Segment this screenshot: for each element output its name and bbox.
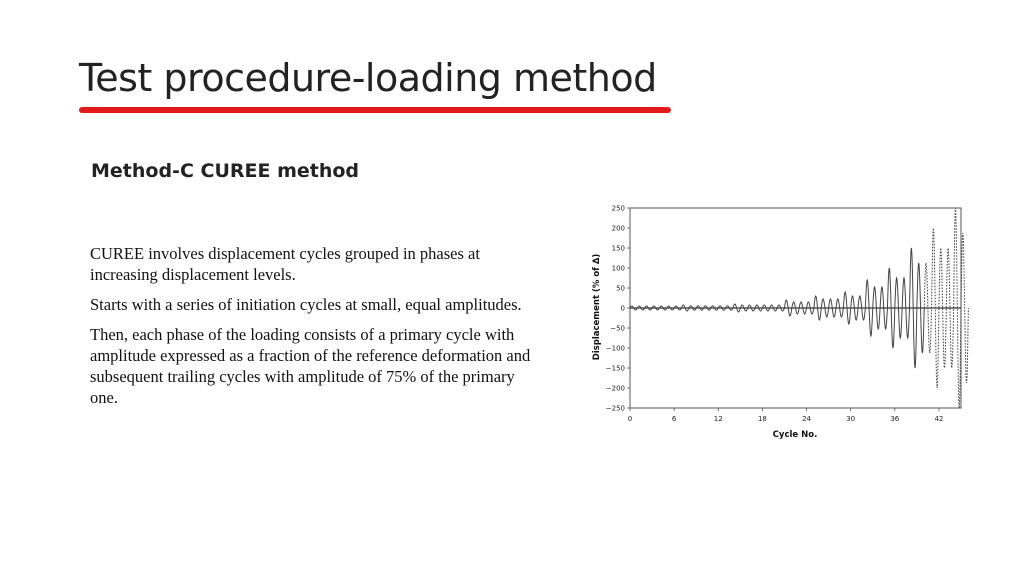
- y-tick-label: −150: [605, 364, 625, 373]
- x-tick-label: 42: [934, 415, 944, 423]
- y-tick-label: −250: [605, 404, 625, 413]
- y-tick-label: −100: [605, 344, 625, 353]
- x-tick-label: 36: [890, 415, 900, 423]
- x-tick-label: 0: [627, 415, 633, 423]
- displacement-history-chart: [585, 196, 970, 446]
- y-tick-label: −50: [610, 324, 625, 333]
- slide-title: Test procedure-loading method: [79, 56, 657, 100]
- x-tick-label: 12: [713, 415, 723, 423]
- y-axis-label: Displacement (% of Δ): [592, 253, 602, 361]
- y-tick-label: 150: [611, 244, 625, 253]
- slide-subtitle: Method-C CUREE method: [91, 160, 360, 182]
- y-tick-label: 100: [611, 264, 625, 273]
- x-tick-label: 30: [846, 415, 856, 423]
- y-tick-label: 0: [620, 304, 625, 313]
- y-tick-label: 250: [611, 204, 625, 213]
- paragraph-3: Then, each phase of the loading consists of a primary cycle with amplitude expressed as a fraction of the reference deformation and subsequent trailing cycles with amplitude of 75% of the primary one.: [90, 325, 531, 407]
- y-tick-label: −200: [605, 384, 625, 393]
- body-text: [90, 243, 535, 417]
- x-tick-label: 18: [757, 415, 767, 423]
- y-tick-label: 50: [616, 284, 625, 293]
- x-tick-label: 6: [671, 415, 677, 423]
- x-axis-label: Cycle No.: [772, 430, 818, 440]
- title-underline: [79, 107, 671, 113]
- displacement-series-line: [630, 248, 924, 368]
- paragraph-1: CUREE involves displacement cycles grouped in phases at increasing displacement levels.: [90, 244, 480, 284]
- paragraph-2: Starts with a series of initiation cycles at small, equal amplitudes.: [90, 295, 522, 314]
- y-tick-label: 200: [611, 224, 625, 233]
- x-tick-label: 24: [802, 415, 811, 423]
